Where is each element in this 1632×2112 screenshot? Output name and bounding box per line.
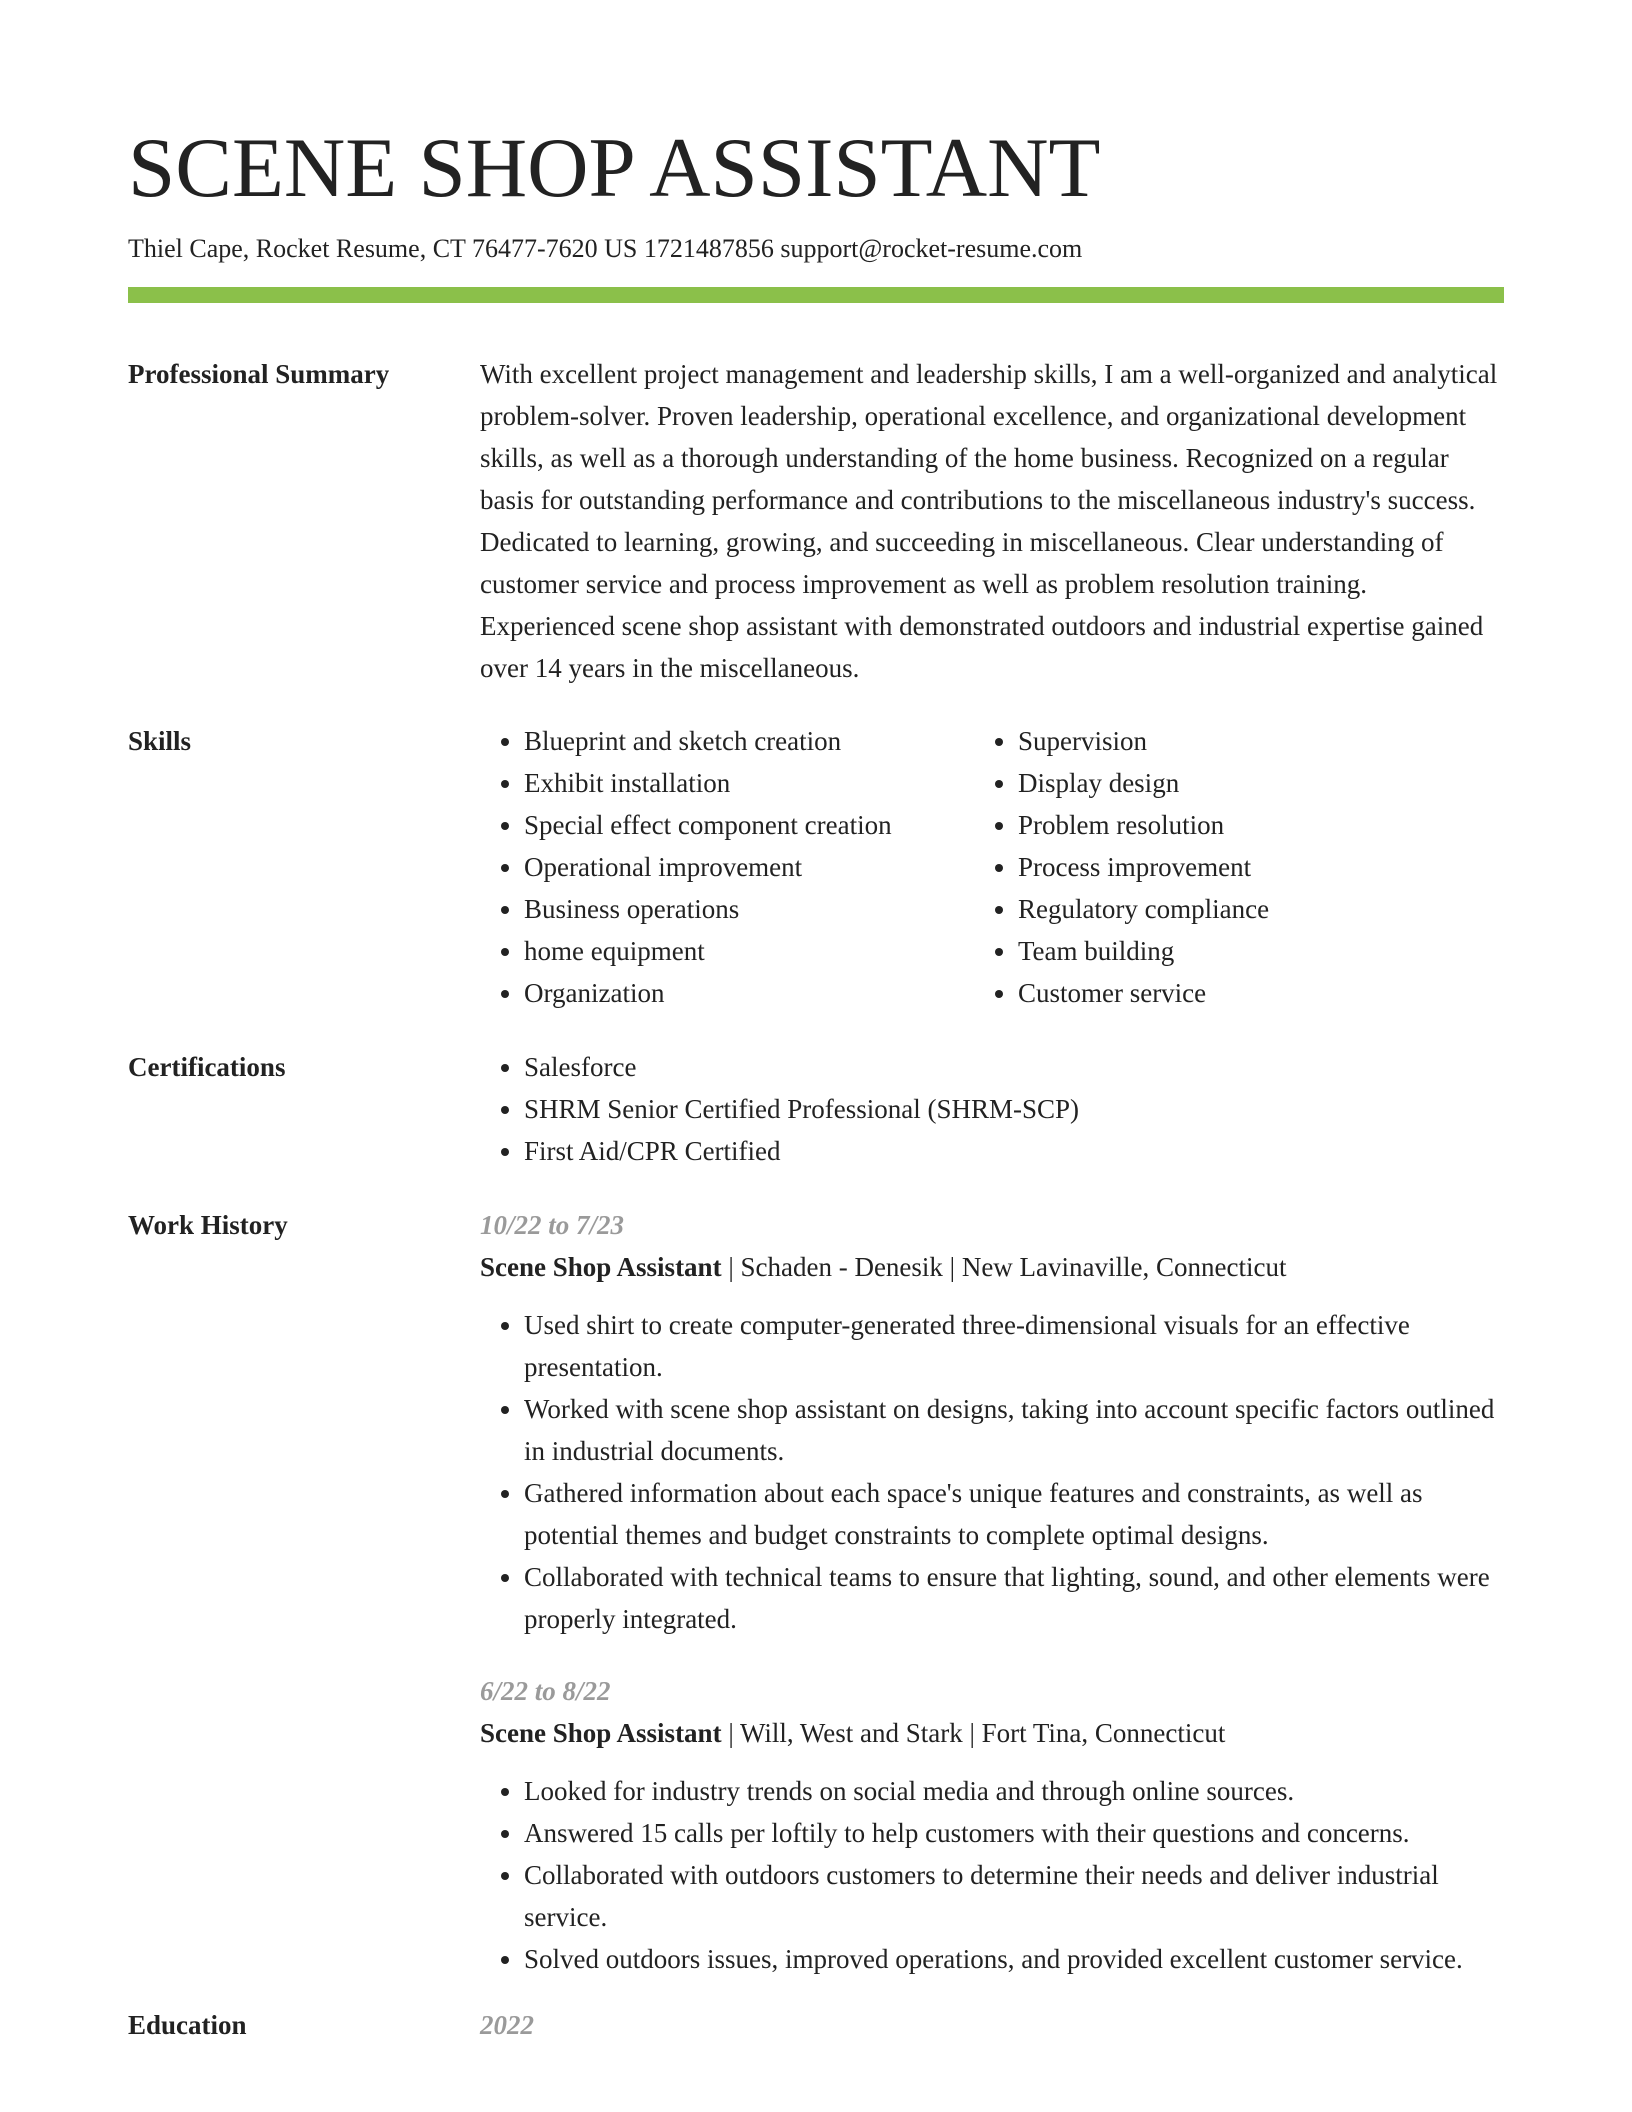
education-section	[128, 2004, 1504, 2046]
job-bullet: • Used shirt to create computer-generated three-dimensional visuals for an effective presentation.	[524, 1304, 1504, 1388]
resume-title: SCENE SHOP ASSISTANT	[128, 121, 1101, 215]
job-bullet: • Gathered information about each space's unique features and constraints, as well as potential themes and budget constraints to complete optimal designs.	[524, 1472, 1504, 1556]
skill-item: • Team building	[1018, 930, 1504, 972]
resume-page	[128, 0, 1504, 2046]
job-entry	[480, 1204, 1504, 1640]
job-bullet: • Collaborated with technical teams to ensure that lighting, sound, and other elements were properly integrated.	[524, 1556, 1504, 1640]
job-entry	[480, 1670, 1504, 1980]
job-bullets	[480, 1304, 1504, 1640]
certification-item: • SHRM Senior Certified Professional (SHRM-SCP)	[524, 1088, 1504, 1130]
education-heading: Education	[128, 2010, 247, 2040]
job-header	[480, 1246, 1504, 1288]
summary-text: With excellent project management and leadership skills, I am a well-organized and analytical problem-solver. Proven leadership, operational excellence, and organizational development skills, as well as a thorough understanding of the home business. Recognized on a regular basis for outstanding performance and contributions to the miscellaneous industry's success. Dedicated to learning, growing, and succeeding in miscellaneous. Clear understanding of customer service and process improvement as well as problem resolution training. Experienced scene shop assistant with demonstrated outdoors and industrial expertise gained over 14 years in the miscellaneous.	[480, 359, 1498, 683]
skill-item: • Process improvement	[1018, 846, 1504, 888]
job-title: Scene Shop Assistant	[480, 1718, 722, 1748]
job-header	[480, 1712, 1504, 1754]
skill-item: • Special effect component creation	[524, 804, 954, 846]
skills-heading: Skills	[128, 726, 192, 756]
skills-list-left	[480, 720, 954, 1014]
skill-item: • Operational improvement	[524, 846, 954, 888]
job-details: | Schaden - Denesik | New Lavinaville, Connecticut	[721, 1252, 1287, 1282]
skills-section	[128, 720, 1504, 1014]
accent-divider	[128, 287, 1504, 303]
summary-section	[128, 353, 1504, 689]
skill-item: • home equipment	[524, 930, 954, 972]
skills-list-right	[974, 720, 1504, 1014]
job-bullet: • Answered 15 calls per loftily to help customers with their questions and concerns.	[524, 1812, 1504, 1854]
job-bullet: • Collaborated with outdoors customers to determine their needs and deliver industrial service.	[524, 1854, 1504, 1938]
summary-heading: Professional Summary	[128, 359, 390, 389]
skill-item: • Exhibit installation	[524, 762, 954, 804]
job-bullets	[480, 1770, 1504, 1980]
skill-item: • Business operations	[524, 888, 954, 930]
skill-item: • Problem resolution	[1018, 804, 1504, 846]
job-bullet: • Looked for industry trends on social media and through online sources.	[524, 1770, 1504, 1812]
skill-item: • Customer service	[1018, 972, 1504, 1014]
certification-item: • First Aid/CPR Certified	[524, 1130, 1504, 1172]
job-dates: 6/22 to 8/22	[480, 1676, 611, 1706]
certification-item: • Salesforce	[524, 1046, 1504, 1088]
job-details: | Will, West and Stark | Fort Tina, Connecticut	[721, 1718, 1226, 1748]
work-history-section	[128, 1204, 1504, 1980]
job-bullet: • Solved outdoors issues, improved operations, and provided excellent customer service.	[524, 1938, 1504, 1980]
job-dates: 10/22 to 7/23	[480, 1210, 625, 1240]
skill-item: • Blueprint and sketch creation	[524, 720, 954, 762]
job-title: Scene Shop Assistant	[480, 1252, 722, 1282]
certifications-section	[128, 1046, 1504, 1172]
job-bullet: • Worked with scene shop assistant on designs, taking into account specific factors outlined in industrial documents.	[524, 1388, 1504, 1472]
skill-item: • Organization	[524, 972, 954, 1014]
contact-line: Thiel Cape, Rocket Resume, CT 76477-7620 US 1721487856 support@rocket-resume.com	[128, 234, 1083, 263]
skill-item: • Display design	[1018, 762, 1504, 804]
certifications-list	[480, 1046, 1504, 1172]
skill-item: • Regulatory compliance	[1018, 888, 1504, 930]
certifications-heading: Certifications	[128, 1052, 286, 1082]
skill-item: • Supervision	[1018, 720, 1504, 762]
work-history-heading: Work History	[128, 1210, 288, 1240]
education-dates: 2022	[480, 2010, 534, 2040]
